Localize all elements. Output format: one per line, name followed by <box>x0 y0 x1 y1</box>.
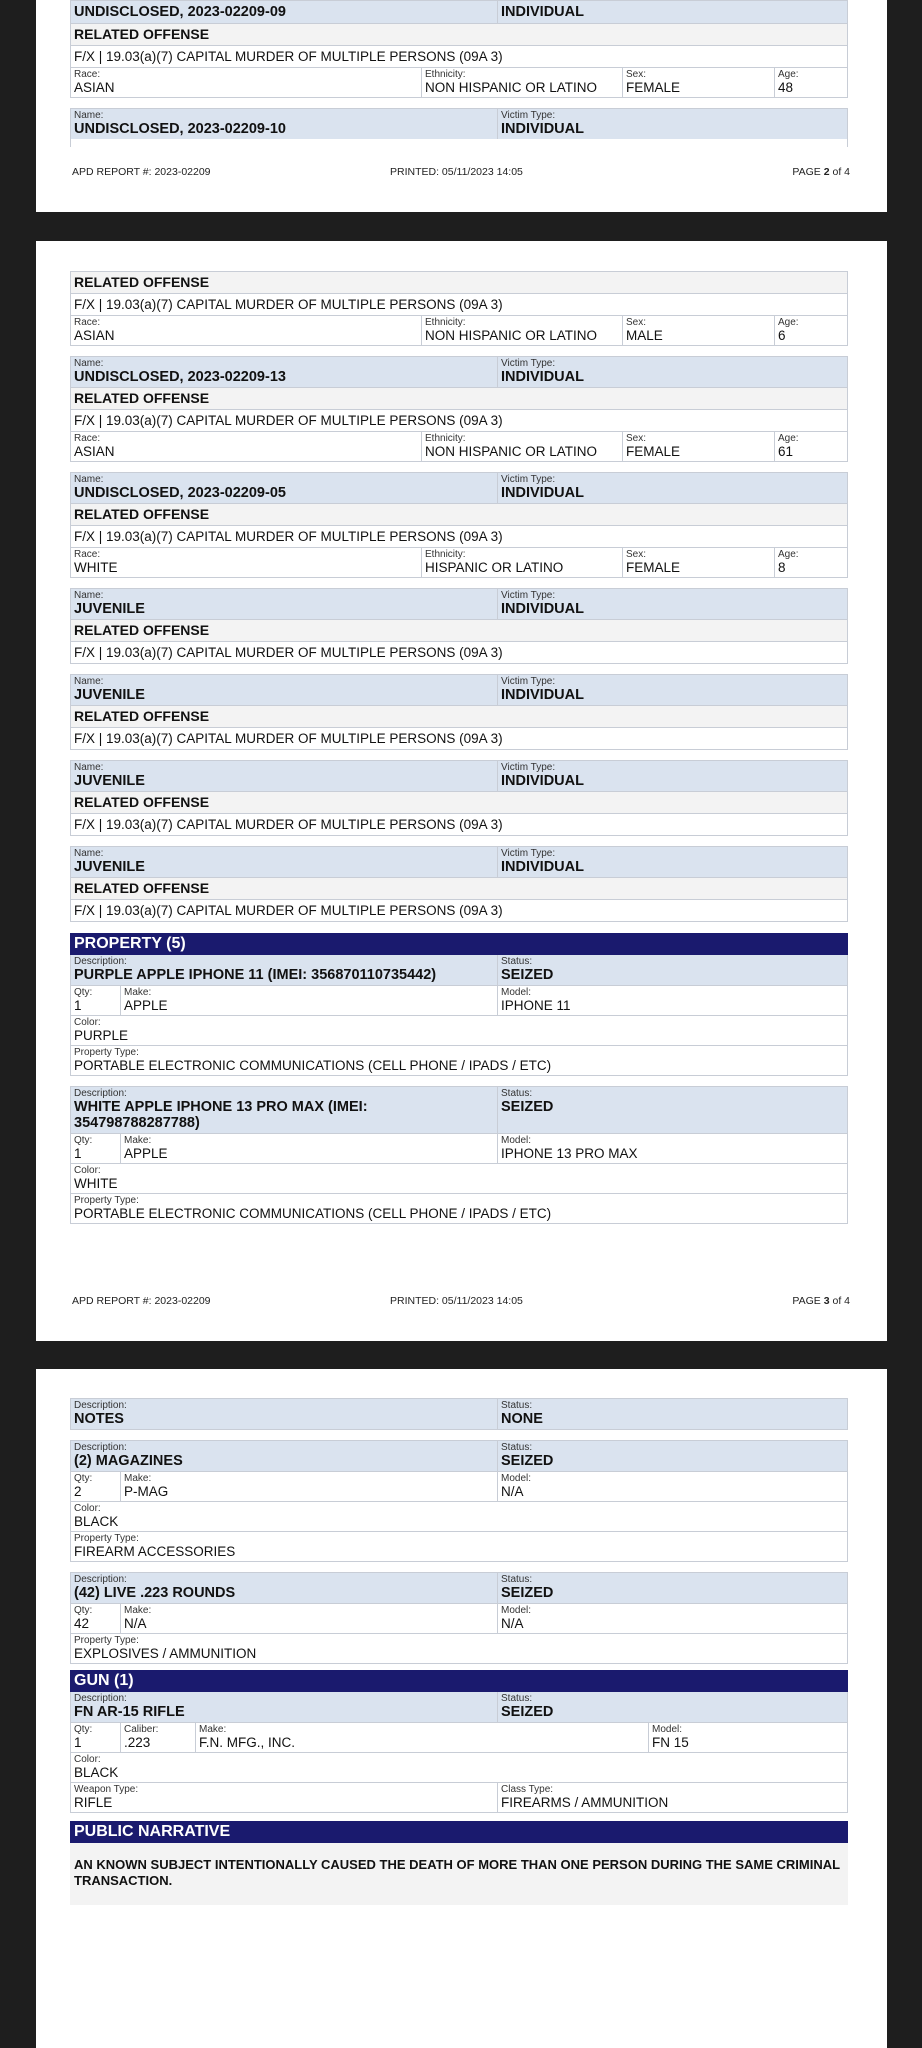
related-offense-header: RELATED OFFENSE <box>74 880 210 896</box>
property-status: SEIZED <box>501 1099 554 1115</box>
printed-date: PRINTED: 05/11/2023 14:05 <box>390 166 523 178</box>
ethnicity-value: NON HISPANIC OR LATINO <box>425 328 598 343</box>
property-item: Description: WHITE APPLE IPHONE 13 PRO MAX (IMEI: 354798788287788) Status: SEIZED Qty: 1 Make: APPLE Model: IPHONE 13 PRO MAX Color: WHITE Property Type: PORTABLE ELECTRONIC COMMUNICATIONS (CELL PHONE / IPADS / ETC) <box>70 1086 848 1224</box>
race-value: WHITE <box>74 560 118 575</box>
victim-block: Name: JUVENILE Victim Type: INDIVIDUAL RELATED OFFENSE F/X | 19.03(a)(7) CAPITAL MURDER OF MULTIPLE PERSONS (09A 3) <box>70 760 848 836</box>
make-value: APPLE <box>124 998 168 1013</box>
demographics-row: Race: ASIAN Ethnicity: NON HISPANIC OR LATINO Sex: FEMALE Age: 61 <box>71 431 847 461</box>
victim-name: UNDISCLOSED, 2023-02209-05 <box>74 485 286 501</box>
property-description: NOTES <box>74 1411 124 1427</box>
victim-block: Name: JUVENILE Victim Type: INDIVIDUAL RELATED OFFENSE F/X | 19.03(a)(7) CAPITAL MURDER OF MULTIPLE PERSONS (09A 3) <box>70 674 848 750</box>
gun-description: FN AR-15 RIFLE <box>74 1704 185 1720</box>
qty-value: 42 <box>74 1616 90 1631</box>
caliber-value: .223 <box>124 1735 151 1750</box>
victim-type: INDIVIDUAL <box>501 601 584 617</box>
qty-value: 1 <box>74 998 82 1013</box>
property-status: SEIZED <box>501 1585 554 1601</box>
color-value: BLACK <box>74 1514 119 1529</box>
property-description: (42) LIVE .223 ROUNDS <box>74 1585 236 1601</box>
report-number: APD REPORT #: 2023-02209 <box>72 1295 211 1307</box>
sex-value: FEMALE <box>626 80 681 95</box>
victim-type: INDIVIDUAL <box>501 859 584 875</box>
offense-text: F/X | 19.03(a)(7) CAPITAL MURDER OF MULTIPLE PERSONS (09A 3) <box>74 529 503 544</box>
qty-value: 1 <box>74 1146 82 1161</box>
age-value: 6 <box>778 328 786 343</box>
related-offense-header: RELATED OFFENSE <box>74 274 210 290</box>
offense-text: F/X | 19.03(a)(7) CAPITAL MURDER OF MULTIPLE PERSONS (09A 3) <box>74 903 503 918</box>
page-number: PAGE 2 of 4 <box>792 166 850 178</box>
victim-type: INDIVIDUAL <box>501 369 584 385</box>
property-type-value: PORTABLE ELECTRONIC COMMUNICATIONS (CELL PHONE / IPADS / ETC) <box>74 1206 552 1221</box>
offense-text: F/X | 19.03(a)(7) CAPITAL MURDER OF MULTIPLE PERSONS (09A 3) <box>74 413 503 428</box>
page-number: PAGE 3 of 4 <box>792 1295 850 1307</box>
offense-text: F/X | 19.03(a)(7) CAPITAL MURDER OF MULTIPLE PERSONS (09A 3) <box>74 297 503 312</box>
offense-text: F/X | 19.03(a)(7) CAPITAL MURDER OF MULTIPLE PERSONS (09A 3) <box>74 49 503 64</box>
victim-type: INDIVIDUAL <box>501 121 584 137</box>
property-status: NONE <box>501 1411 543 1427</box>
demographics-row: Race: WHITE Ethnicity: HISPANIC OR LATINO Sex: FEMALE Age: 8 <box>71 547 847 577</box>
victim-name: JUVENILE <box>74 687 145 703</box>
public-narrative-text: AN KNOWN SUBJECT INTENTIONALLY CAUSED THE DEATH OF MORE THAN ONE PERSON DURING THE SAME CRIMINAL TRANSACTION. <box>70 1843 848 1905</box>
ethnicity-value: HISPANIC OR LATINO <box>425 560 564 575</box>
property-type-value: PORTABLE ELECTRONIC COMMUNICATIONS (CELL PHONE / IPADS / ETC) <box>74 1058 552 1073</box>
race-value: ASIAN <box>74 328 115 343</box>
gun-item: Description: FN AR-15 RIFLE Status: SEIZED Qty: 1 Caliber: .223 Make: F.N. MFG., INC. Model: FN 15 Color: BLACK Weapon Type: RIFLE Class Type: FIREARMS / AMMUNITION <box>70 1692 848 1813</box>
sex-value: FEMALE <box>626 444 681 459</box>
sex-value: MALE <box>626 328 663 343</box>
report-page-3 <box>36 241 887 1341</box>
property-status: SEIZED <box>501 967 554 983</box>
offense-text: F/X | 19.03(a)(7) CAPITAL MURDER OF MULTIPLE PERSONS (09A 3) <box>74 645 503 660</box>
victim-block: Name: UNDISCLOSED, 2023-02209-10 Victim Type: INDIVIDUAL <box>70 108 848 147</box>
property-section-header: PROPERTY (5) <box>70 933 848 955</box>
victim-block: Name: JUVENILE Victim Type: INDIVIDUAL RELATED OFFENSE F/X | 19.03(a)(7) CAPITAL MURDER OF MULTIPLE PERSONS (09A 3) <box>70 588 848 664</box>
color-value: WHITE <box>74 1176 118 1191</box>
property-description: WHITE APPLE IPHONE 13 PRO MAX (IMEI: 354798788287788) <box>74 1099 368 1131</box>
victim-name: UNDISCLOSED, 2023-02209-13 <box>74 369 286 385</box>
victim-name: JUVENILE <box>74 601 145 617</box>
model-value: N/A <box>501 1484 524 1499</box>
narrative-section-header: PUBLIC NARRATIVE <box>70 1821 848 1843</box>
model-value: FN 15 <box>652 1735 689 1750</box>
make-value: APPLE <box>124 1146 168 1161</box>
related-offense-header: RELATED OFFENSE <box>74 390 210 406</box>
victim-block <box>70 271 848 346</box>
offense-text: F/X | 19.03(a)(7) CAPITAL MURDER OF MULTIPLE PERSONS (09A 3) <box>74 731 503 746</box>
related-offense-header: RELATED OFFENSE <box>74 506 210 522</box>
model-value: N/A <box>501 1616 524 1631</box>
model-value: IPHONE 13 PRO MAX <box>501 1146 638 1161</box>
victim-name: JUVENILE <box>74 859 145 875</box>
property-description: (2) MAGAZINES <box>74 1453 183 1469</box>
property-item: Description: (2) MAGAZINES Status: SEIZED Qty: 2 Make: P-MAG Model: N/A Color: BLACK Property Type: FIREARM ACCESSORIES <box>70 1440 848 1562</box>
demographics-row: Race: ASIAN Ethnicity: NON HISPANIC OR LATINO Sex: FEMALE Age: 48 <box>71 67 847 97</box>
victim-type: INDIVIDUAL <box>501 485 584 501</box>
victim-name: JUVENILE <box>74 773 145 789</box>
ethnicity-value: NON HISPANIC OR LATINO <box>425 80 598 95</box>
race-value: ASIAN <box>74 80 115 95</box>
victim-block: Name: UNDISCLOSED, 2023-02209-05 Victim Type: INDIVIDUAL RELATED OFFENSE F/X | 19.03(a)(7) CAPITAL MURDER OF MULTIPLE PERSONS (09A 3) Race: WHITE Ethnicity: HISPANIC OR LATINO Sex: FEMALE Age: 8 <box>70 472 848 578</box>
victim-type: INDIVIDUAL <box>501 773 584 789</box>
property-type-value: FIREARM ACCESSORIES <box>74 1544 236 1559</box>
report-number: APD REPORT #: 2023-02209 <box>72 166 211 178</box>
victim-type: INDIVIDUAL <box>501 687 584 703</box>
offense-text: F/X | 19.03(a)(7) CAPITAL MURDER OF MULTIPLE PERSONS (09A 3) <box>74 817 503 832</box>
victim-block: Name: UNDISCLOSED, 2023-02209-13 Victim Type: INDIVIDUAL RELATED OFFENSE F/X | 19.03(a)(7) CAPITAL MURDER OF MULTIPLE PERSONS (09A 3) Race: ASIAN Ethnicity: NON HISPANIC OR LATINO Sex: FEMALE Age: 61 <box>70 356 848 462</box>
model-value: IPHONE 11 <box>501 998 571 1013</box>
related-offense-header: RELATED OFFENSE <box>74 26 210 42</box>
victim-type: INDIVIDUAL <box>501 4 584 20</box>
victim-name: UNDISCLOSED, 2023-02209-10 <box>74 121 286 137</box>
property-type-value: EXPLOSIVES / AMMUNITION <box>74 1646 257 1661</box>
class-type-value: FIREARMS / AMMUNITION <box>501 1795 669 1810</box>
related-offense-header: RELATED OFFENSE <box>74 622 210 638</box>
qty-value: 1 <box>74 1735 82 1750</box>
victim-block <box>70 0 848 98</box>
property-status: SEIZED <box>501 1453 554 1469</box>
make-value: F.N. MFG., INC. <box>199 1735 295 1750</box>
victim-block: Name: JUVENILE Victim Type: INDIVIDUAL RELATED OFFENSE F/X | 19.03(a)(7) CAPITAL MURDER OF MULTIPLE PERSONS (09A 3) <box>70 846 848 922</box>
related-offense-header: RELATED OFFENSE <box>74 708 210 724</box>
age-value: 61 <box>778 444 794 459</box>
color-value: PURPLE <box>74 1028 129 1043</box>
report-page-2 <box>36 0 887 212</box>
qty-value: 2 <box>74 1484 82 1499</box>
age-value: 48 <box>778 80 794 95</box>
report-page-4 <box>36 1369 887 2048</box>
victim-name: UNDISCLOSED, 2023-02209-09 <box>74 4 286 20</box>
race-value: ASIAN <box>74 444 115 459</box>
property-item: Description: (42) LIVE .223 ROUNDS Status: SEIZED Qty: 42 Make: N/A Model: N/A Property Type: EXPLOSIVES / AMMUNITION <box>70 1572 848 1664</box>
age-value: 8 <box>778 560 786 575</box>
make-value: N/A <box>124 1616 147 1631</box>
related-offense-header: RELATED OFFENSE <box>74 794 210 810</box>
gun-section-header: GUN (1) <box>70 1670 848 1692</box>
sex-value: FEMALE <box>626 560 681 575</box>
demographics-row: Race: ASIAN Ethnicity: NON HISPANIC OR LATINO Sex: MALE Age: 6 <box>71 315 847 345</box>
property-item: Description: PURPLE APPLE IPHONE 11 (IMEI: 356870110735442) Status: SEIZED Qty: 1 Make: APPLE Model: IPHONE 11 Color: PURPLE Property Type: PORTABLE ELECTRONIC COMMUNICATIONS (CELL PHONE / IPADS / ETC) <box>70 955 848 1076</box>
weapon-type-value: RIFLE <box>74 1795 113 1810</box>
property-description: PURPLE APPLE IPHONE 11 (IMEI: 356870110735442) <box>74 967 437 983</box>
color-value: BLACK <box>74 1765 119 1780</box>
gun-status: SEIZED <box>501 1704 554 1720</box>
property-item: Description: NOTES Status: NONE <box>70 1398 848 1430</box>
printed-date: PRINTED: 05/11/2023 14:05 <box>390 1295 523 1307</box>
make-value: P-MAG <box>124 1484 169 1499</box>
ethnicity-value: NON HISPANIC OR LATINO <box>425 444 598 459</box>
